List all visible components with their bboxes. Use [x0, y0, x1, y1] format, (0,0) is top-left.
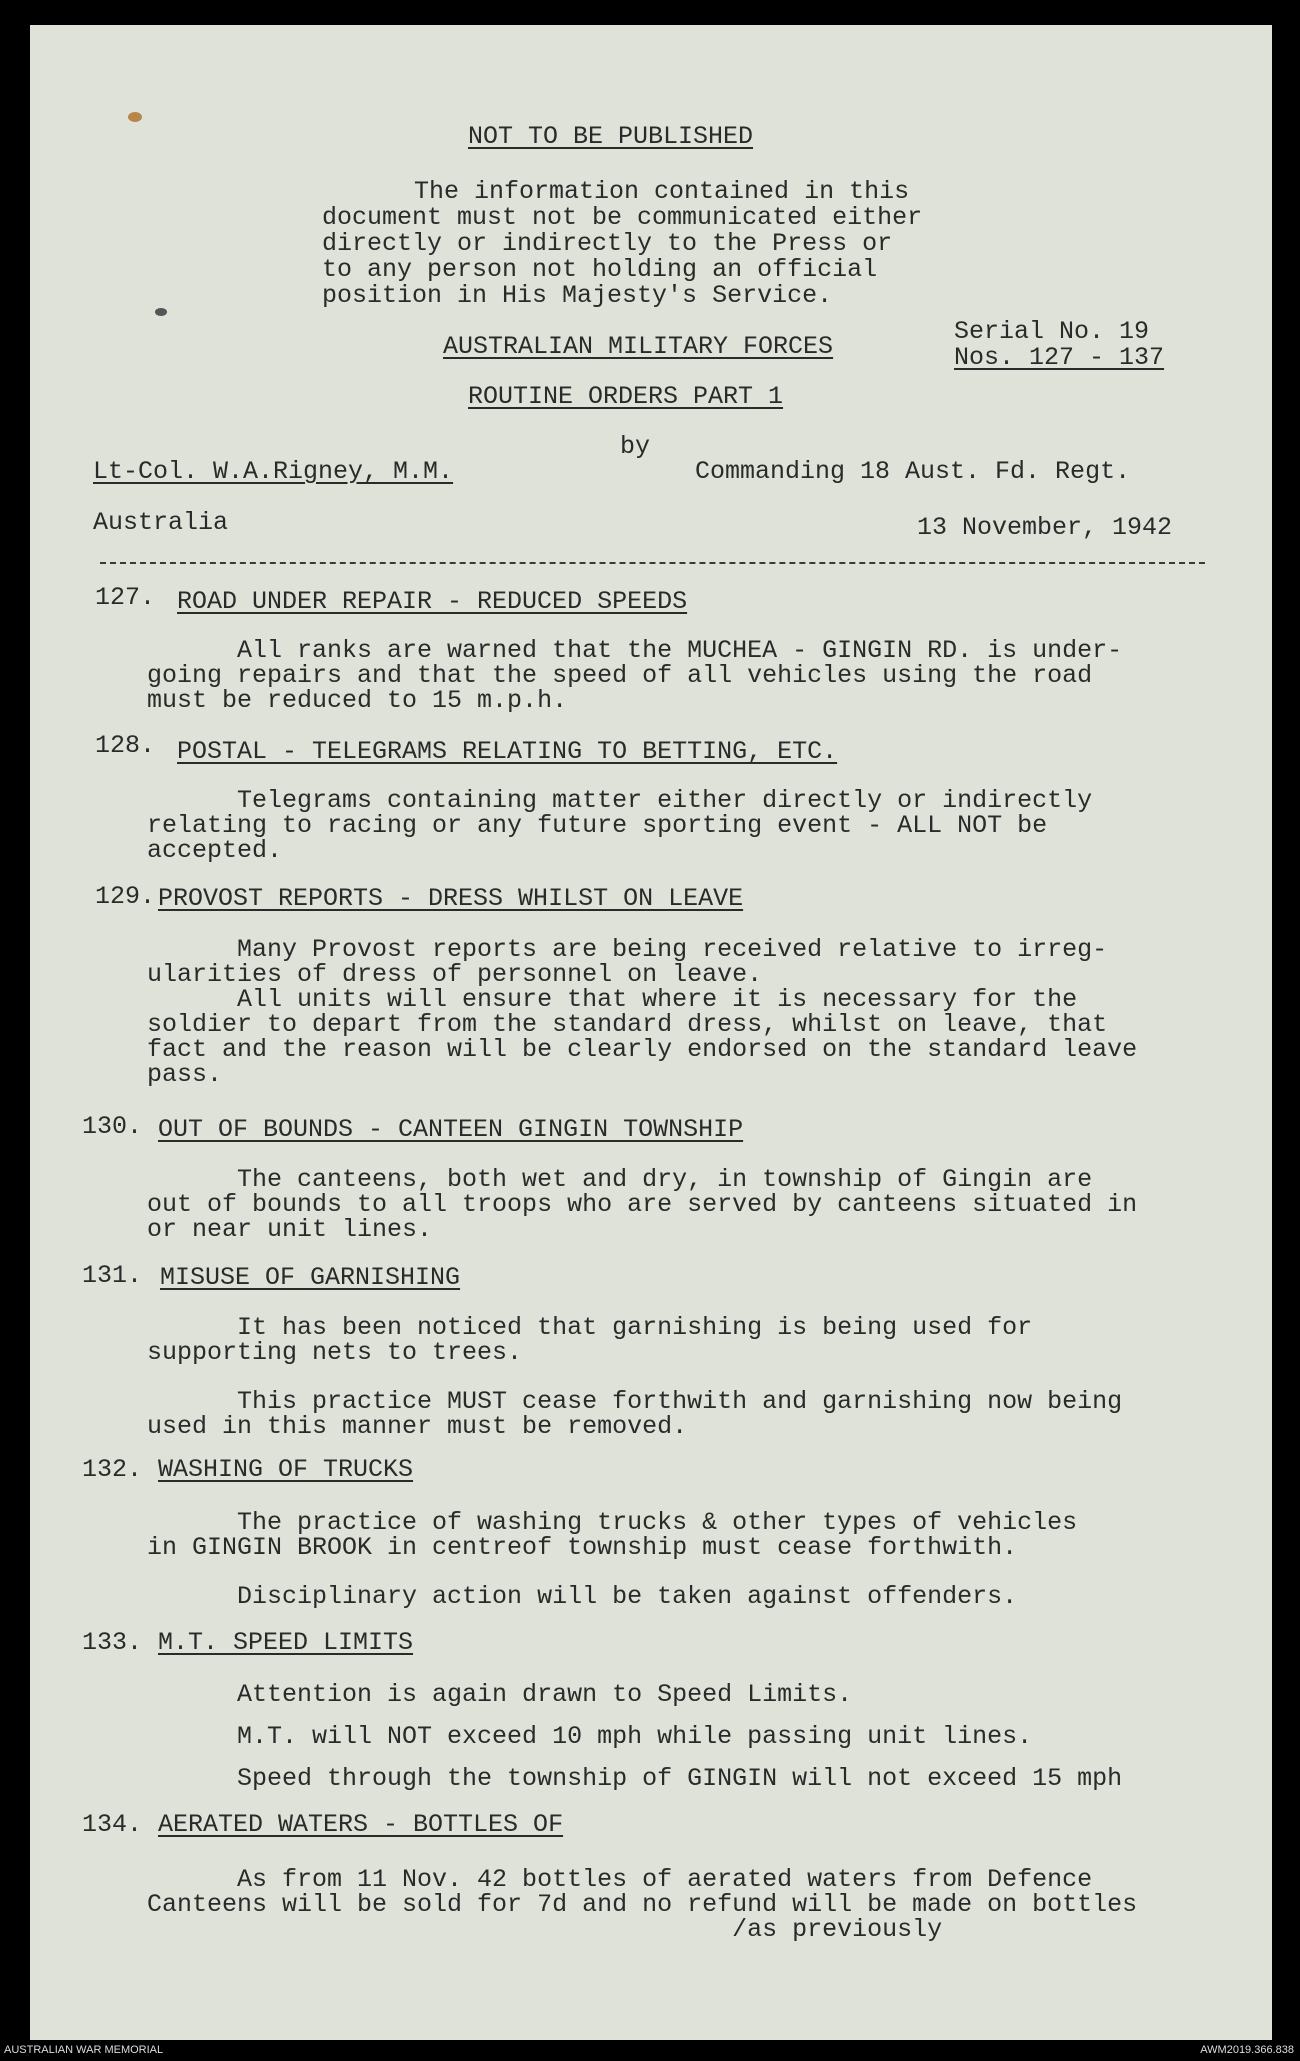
order-line: Many Provost reports are being received relative to irreg-	[147, 935, 1108, 964]
order-line: fact and the reason will be clearly endorsed on the standard leave	[147, 1035, 1138, 1064]
header-divider	[100, 562, 1205, 564]
order-line: Attention is again drawn to Speed Limits.	[147, 1680, 853, 1709]
serial-number: Serial No. 19	[954, 317, 1150, 346]
archive-credit: AUSTRALIAN WAR MEMORIAL	[4, 2044, 164, 2056]
order-line: in GINGIN BROOK in centreof township must cease forthwith.	[147, 1533, 1018, 1562]
restriction-title: NOT TO BE PUBLISHED	[468, 122, 754, 151]
order-number: 130.	[82, 1112, 143, 1141]
order-line: All units will ensure that where it is necessary for the	[147, 985, 1078, 1014]
order-line: All ranks are warned that the MUCHEA - GINGIN RD. is under-	[147, 636, 1123, 665]
place-label: Australia	[93, 508, 229, 537]
order-title: POSTAL - TELEGRAMS RELATING TO BETTING, ETC.	[177, 737, 838, 766]
order-line: Canteens will be sold for 7d and no refund will be made on bottles	[147, 1890, 1138, 1919]
order-title: OUT OF BOUNDS - CANTEEN GINGIN TOWNSHIP	[158, 1115, 744, 1144]
order-line: out of bounds to all troops who are served by canteens situated in	[147, 1190, 1138, 1219]
order-line: supporting nets to trees.	[147, 1338, 523, 1367]
order-line: As from 11 Nov. 42 bottles of aerated waters from Defence	[147, 1865, 1093, 1894]
restriction-line: directly or indirectly to the Press or	[322, 229, 893, 258]
archive-footer	[0, 2040, 1300, 2061]
order-line: /as previously	[147, 1915, 943, 1944]
order-title: M.T. SPEED LIMITS	[158, 1628, 414, 1657]
org-title: AUSTRALIAN MILITARY FORCES	[443, 332, 834, 361]
paper-stain	[128, 112, 142, 122]
order-title: ROAD UNDER REPAIR - REDUCED SPEEDS	[177, 587, 688, 616]
order-title: WASHING OF TRUCKS	[158, 1455, 414, 1484]
order-line: used in this manner must be removed.	[147, 1412, 688, 1441]
order-title: MISUSE OF GARNISHING	[160, 1263, 461, 1292]
order-line: pass.	[147, 1060, 223, 1089]
order-line: The practice of washing trucks & other types of vehicles	[147, 1508, 1078, 1537]
order-line: accepted.	[147, 836, 283, 865]
order-number: 132.	[82, 1455, 143, 1484]
document-page	[30, 25, 1272, 2040]
order-number: 133.	[82, 1628, 143, 1657]
restriction-line: The information contained in this	[414, 177, 910, 206]
order-number: 134.	[82, 1810, 143, 1839]
order-line: This practice MUST cease forthwith and garnishing now being	[147, 1387, 1123, 1416]
order-number: 127.	[95, 583, 156, 612]
archive-reference: AWM2019.366.838	[1200, 2044, 1294, 2056]
by-label: by	[620, 432, 651, 461]
order-numbers: Nos. 127 - 137	[954, 343, 1165, 372]
order-line: M.T. will NOT exceed 10 mph while passing unit lines.	[147, 1722, 1033, 1751]
order-line: must be reduced to 15 m.p.h.	[147, 686, 568, 715]
restriction-line: document must not be communicated either	[322, 203, 923, 232]
order-line: The canteens, both wet and dry, in township of Gingin are	[147, 1165, 1093, 1194]
document-title: ROUTINE ORDERS PART 1	[468, 382, 784, 411]
order-line: It has been noticed that garnishing is being used for	[147, 1313, 1033, 1342]
command-line: Commanding 18 Aust. Fd. Regt.	[695, 457, 1131, 486]
order-line: Speed through the township of GINGIN will not exceed 15 mph	[147, 1764, 1123, 1793]
order-line: Telegrams containing matter either directly or indirectly	[147, 786, 1093, 815]
officer-name: Lt-Col. W.A.Rigney, M.M.	[93, 457, 454, 486]
order-title: AERATED WATERS - BOTTLES OF	[158, 1810, 564, 1839]
restriction-line: position in His Majesty's Service.	[322, 281, 833, 310]
order-line: soldier to depart from the standard dress, whilst on leave, that	[147, 1010, 1108, 1039]
restriction-line: to any person not holding an official	[322, 255, 878, 284]
order-number: 131.	[82, 1261, 143, 1290]
order-date: 13 November, 1942	[917, 513, 1173, 542]
order-number: 128.	[95, 731, 156, 760]
order-number: 129.	[95, 882, 156, 911]
order-line: or near unit lines.	[147, 1215, 433, 1244]
order-line: ularities of dress of personnel on leave.	[147, 960, 763, 989]
order-line: relating to racing or any future sporting event - ALL NOT be	[147, 811, 1048, 840]
order-title: PROVOST REPORTS - DRESS WHILST ON LEAVE	[158, 884, 744, 913]
order-line: Disciplinary action will be taken against offenders.	[147, 1582, 1018, 1611]
order-line: going repairs and that the speed of all vehicles using the road	[147, 661, 1093, 690]
paper-stain	[155, 308, 167, 316]
